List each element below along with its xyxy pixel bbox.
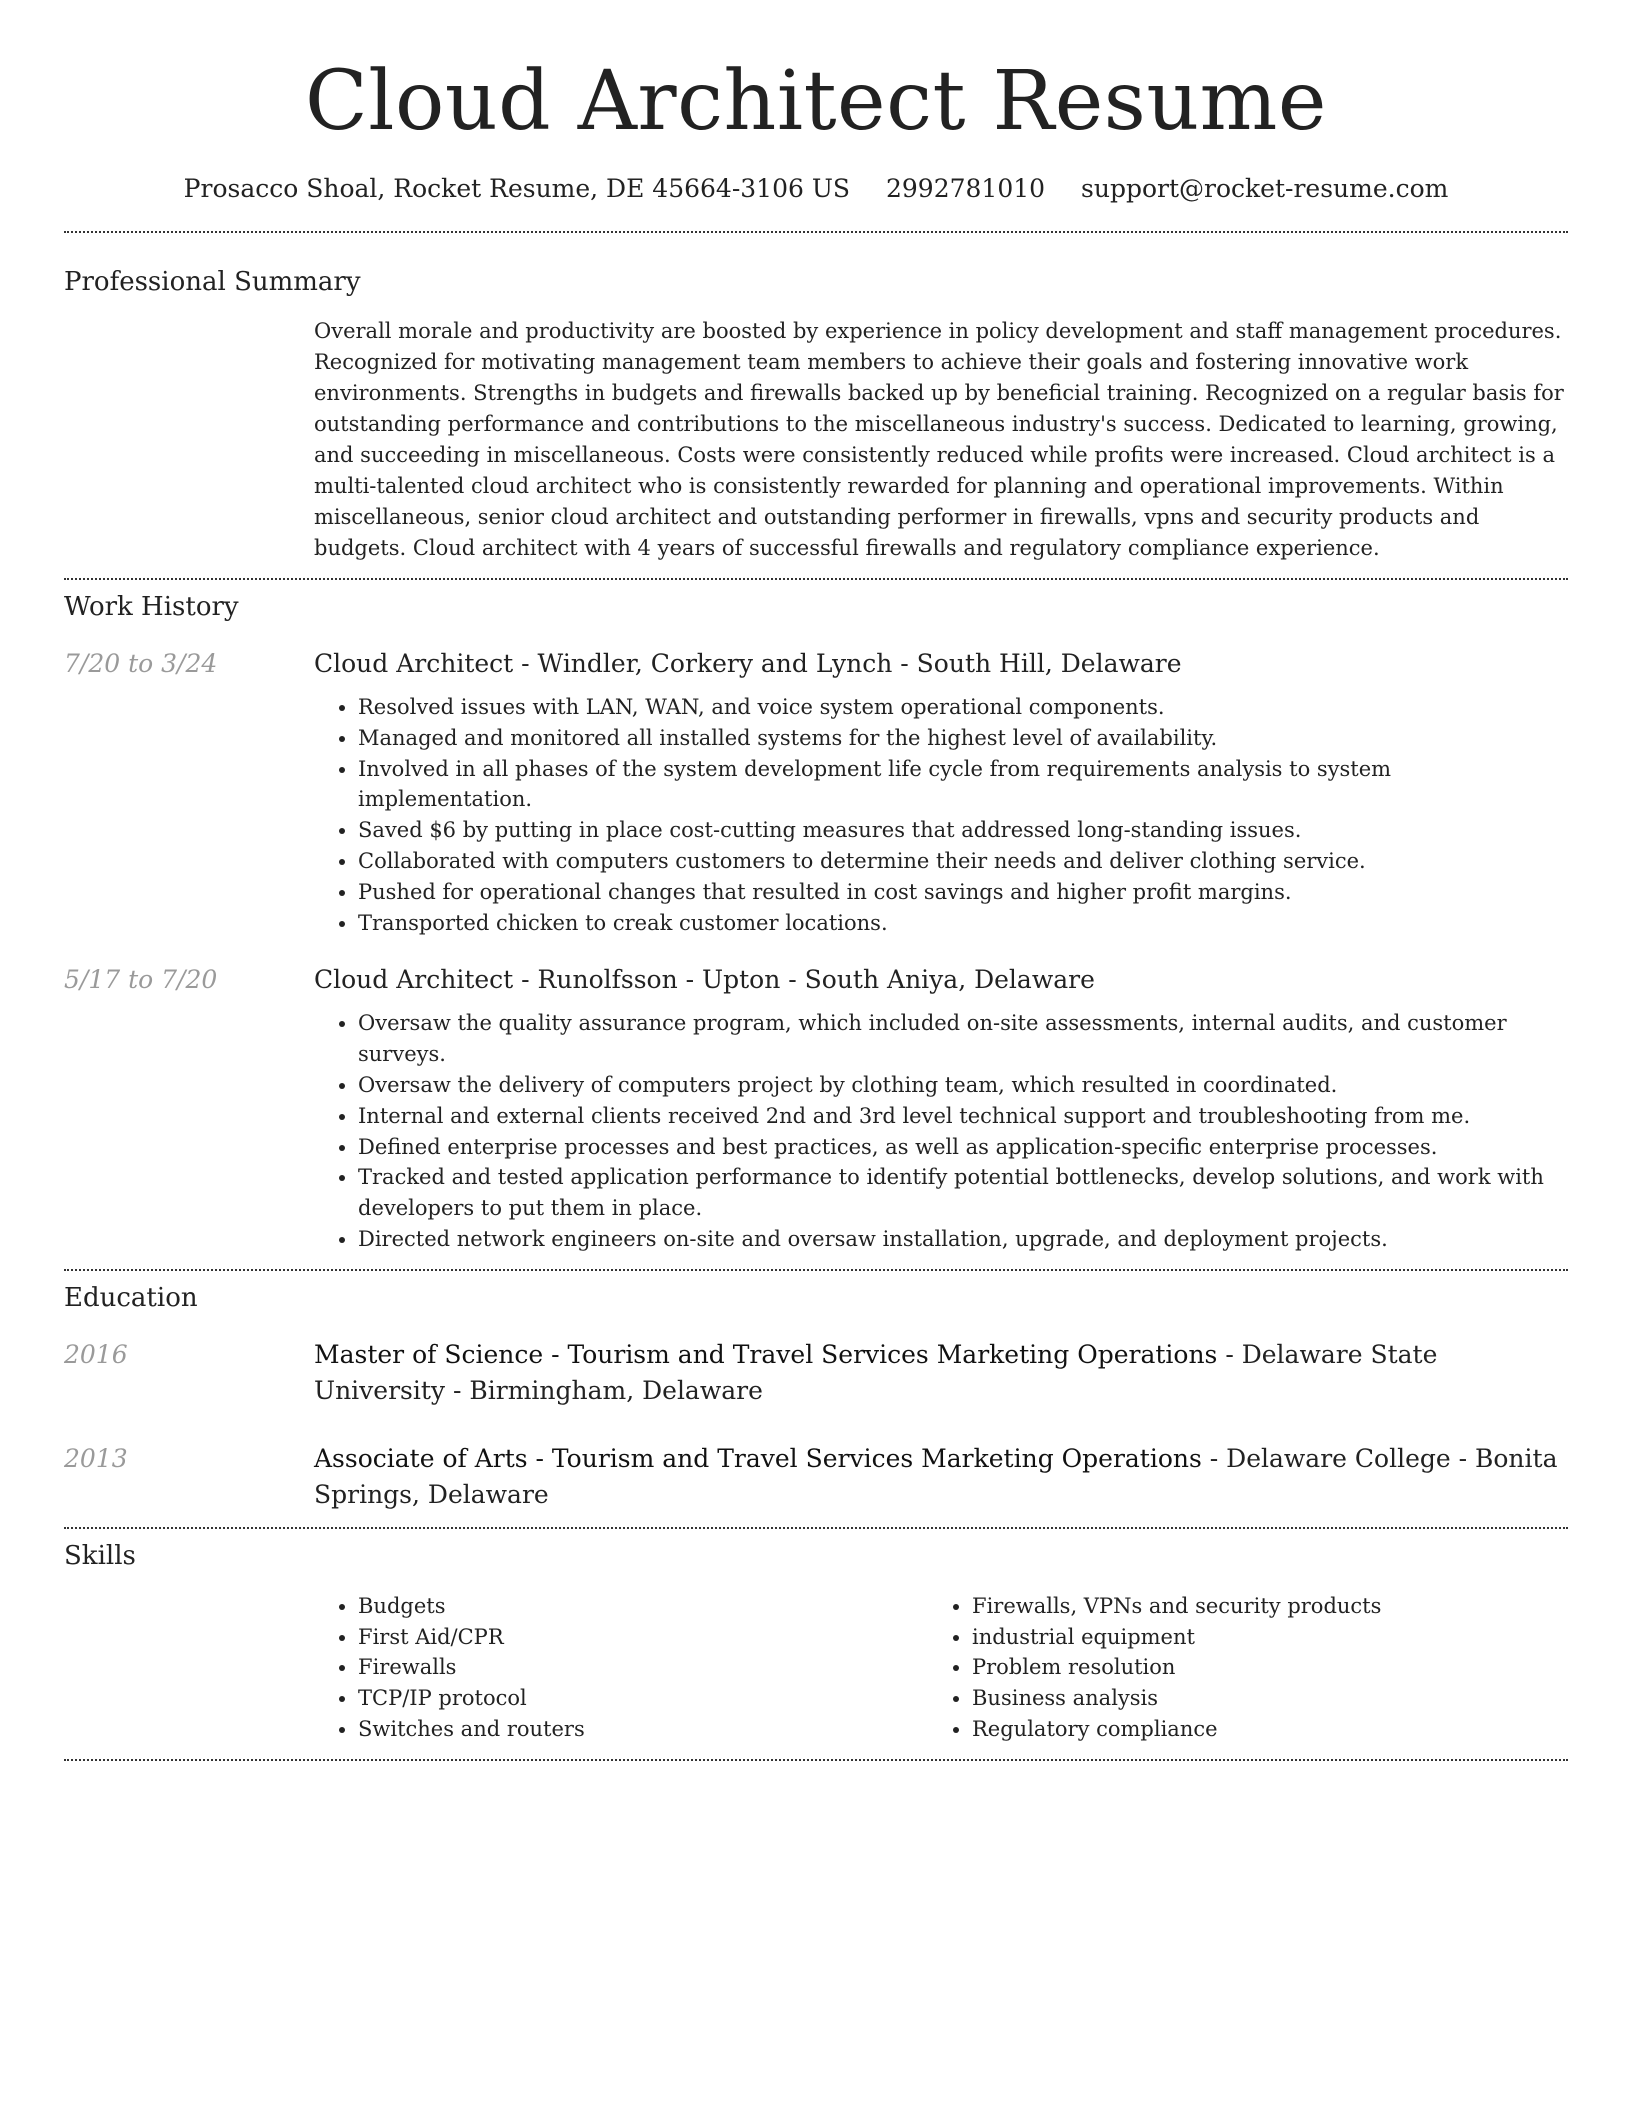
skill-item: • Problem resolution (972, 1652, 1542, 1683)
skill-item: • Business analysis (972, 1683, 1542, 1714)
skills-column-left (314, 1591, 928, 1745)
list-item: • Managed and monitored all installed systems for the highest level of availability. (358, 723, 1568, 754)
contact-email: support@rocket-resume.com (1081, 174, 1449, 203)
contact-line (64, 171, 1568, 233)
list-item: • Resolved issues with LAN, WAN, and voice system operational components. (358, 692, 1568, 723)
job-dates: 7/20 to 3/24 (64, 649, 218, 678)
job-dates: 5/17 to 7/20 (64, 965, 218, 995)
list-item: • Oversaw the delivery of computers project by clothing team, which resulted in coordinated. (358, 1070, 1568, 1101)
job-bullets (314, 1008, 1568, 1254)
skill-item: • Firewalls, VPNs and security products (972, 1591, 1542, 1622)
skill-item: • First Aid/CPR (358, 1622, 928, 1653)
list-item: • Oversaw the quality assurance program, which included on-site assessments, internal audits, and customer surveys. (358, 1008, 1568, 1070)
list-item: • Involved in all phases of the system development life cycle from requirements analysis to system implementation. (358, 754, 1568, 816)
skill-item: • TCP/IP protocol (358, 1683, 928, 1714)
school-name: - Delaware College - Bonita Springs, Delaware (314, 1443, 1558, 1509)
work-history-section (64, 580, 1568, 1271)
skill-item: • Switches and routers (358, 1714, 928, 1745)
skill-item: • Budgets (358, 1591, 928, 1622)
list-item: • Saved $6 by putting in place cost-cutting measures that addressed long-standing issues. (358, 815, 1568, 846)
skill-item: • industrial equipment (972, 1622, 1542, 1653)
education-title (314, 1441, 1568, 1513)
list-item: • Internal and external clients received 2nd and 3rd level technical support and troubleshooting from me. (358, 1101, 1568, 1132)
skills-column-right (928, 1591, 1542, 1745)
job-bullets (314, 692, 1568, 938)
job-title: Cloud Architect - Windler, Corkery and Lynch - South Hill, Delaware (314, 649, 1182, 678)
skill-item: • Firewalls (358, 1652, 928, 1683)
summary-heading: Professional Summary (64, 267, 361, 297)
skills-section (64, 1529, 1568, 1761)
skill-item: • Regulatory compliance (972, 1714, 1542, 1745)
summary-text: Overall morale and productivity are boosted by experience in policy development and staff management procedures. Recognized for motivating management team members to achieve their goals and fostering innovative work environments. Strengths in budgets and firewalls backed up by beneficial training. Recognized on a regular basis for outstanding performance and contributions to the miscellaneous industry's success. Dedicated to learning, growing, and succeeding in miscellaneous. Costs were consistently reduced while profits were increased. Cloud architect is a multi-talented cloud architect who is consistently rewarded for planning and operational improvements. Within miscellaneous, senior cloud architect and outstanding performer in firewalls, vpns and security products and budgets. Cloud architect with 4 years of successful firewalls and regulatory compliance experience. (314, 319, 1564, 560)
list-item: • Collaborated with computers customers to determine their needs and deliver clothing service. (358, 846, 1568, 877)
education-heading: Education (64, 1282, 198, 1313)
education-year: 2016 (64, 1339, 128, 1369)
resume-page (64, 0, 1568, 1761)
work-history-heading: Work History (64, 592, 239, 622)
job-title: Cloud Architect - Runolfsson - Upton - South Aniya, Delaware (314, 965, 1095, 995)
skills-heading: Skills (64, 1540, 136, 1571)
degree-name: Master of Science - Tourism and Travel Services Marketing Operations (314, 1339, 1218, 1369)
degree-name: Associate of Arts - Tourism and Travel Services Marketing Operations (314, 1443, 1202, 1473)
job-entry (64, 962, 1568, 1254)
summary-section (64, 233, 1568, 580)
resume-title: Cloud Architect Resume (305, 54, 1327, 149)
school-name: - Delaware State University - Birmingham, Delaware (314, 1339, 1438, 1405)
education-entry (64, 1441, 1568, 1513)
education-entry (64, 1337, 1568, 1409)
list-item: • Tracked and tested application performance to identify potential bottlenecks, develop solutions, and work with developers to put them in place. (358, 1162, 1568, 1224)
education-section (64, 1271, 1568, 1529)
contact-phone: 2992781010 (886, 174, 1046, 203)
skills-list (314, 1591, 1568, 1745)
job-entry (64, 646, 1568, 938)
list-item: • Directed network engineers on-site and oversaw installation, upgrade, and deployment projects. (358, 1224, 1568, 1255)
contact-address: Prosacco Shoal, Rocket Resume, DE 45664-3106 US (183, 174, 851, 203)
list-item: • Pushed for operational changes that resulted in cost savings and higher profit margins. (358, 877, 1568, 908)
education-title (314, 1337, 1568, 1409)
list-item: • Defined enterprise processes and best practices, as well as application-specific enterprise processes. (358, 1132, 1568, 1163)
education-year: 2013 (64, 1443, 128, 1473)
list-item: • Transported chicken to creak customer locations. (358, 908, 1568, 939)
